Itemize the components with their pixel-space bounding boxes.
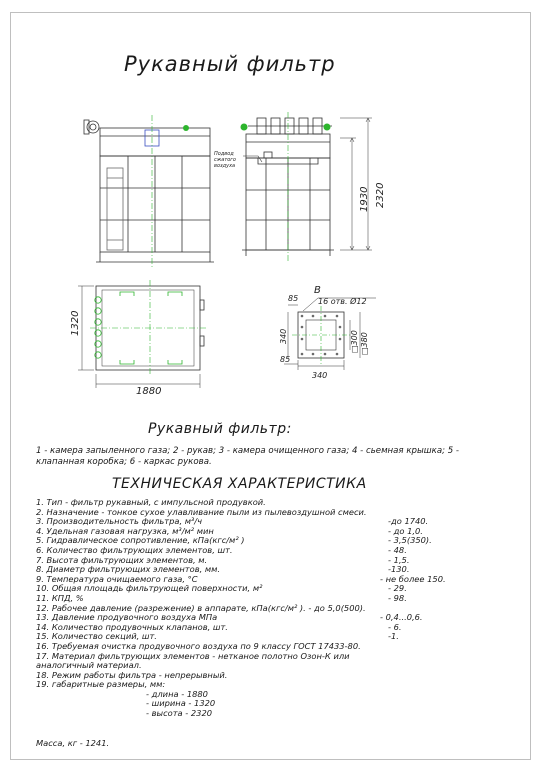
tech-specs-title: ТЕХНИЧЕСКАЯ ХАРАКТЕРИСТИКА: [112, 476, 367, 492]
spec-value: - до 1,0.: [388, 525, 423, 536]
spec-value: -1.: [388, 631, 399, 642]
detail-holes-label: 16 отв. Ø12: [318, 297, 367, 306]
spec-value: - 98.: [388, 592, 407, 603]
spec-label: 10. Общая площадь фильтрующей поверхности, м²: [36, 583, 263, 594]
spec-label: 3. Производительность фильтра, м³/ч: [36, 516, 203, 527]
dim-height-body: 1930: [359, 186, 370, 212]
dim-detail-340-left: 340: [279, 328, 288, 344]
dim-detail-340-bottom: 340: [312, 371, 328, 380]
spec-value: - не более 150.: [380, 573, 446, 584]
front-view: [84, 115, 214, 268]
dim-detail-85-top: 85: [288, 294, 299, 303]
callout-line-2: сжатого: [214, 157, 236, 163]
spec-value: - 6.: [388, 621, 402, 632]
front-inlet: [107, 168, 123, 250]
spec-value: -до 1740.: [388, 516, 429, 527]
spec-label: 7. Высота фильтрующих элементов, м.: [36, 554, 208, 565]
component-legend: 1 - камера запыленного газа; 2 - рукав; 3 - камера очищенного газа; 4 - сьемная крышка; 5 - клапанная коробка; 6 - каркас рукова.: [36, 446, 460, 467]
spec-label: 1. Тип - фильтр рукавный, с импульсной продувкой.: [36, 497, 266, 507]
spec-label: 18. Режим работы фильтра - непрерывный.: [36, 669, 228, 680]
dim-plan-width: 1320: [70, 310, 81, 336]
spec-label: 6. Количество фильтрующих элементов, шт.: [36, 544, 233, 555]
spec-value: - 0,4...0,6.: [380, 612, 423, 623]
callout-line-1: Подвод: [214, 151, 234, 157]
spec-label: 13. Давление продувочного воздуха МПа: [36, 612, 218, 623]
spec-label: 4. Удельная газовая нагрузка, м³/м² мин: [36, 525, 214, 536]
mass-line: Масса, кг - 1241.: [36, 738, 110, 748]
dim-detail-300: □300: [350, 330, 359, 353]
plan-view: [78, 280, 208, 388]
spec-value: - 1,5.: [388, 554, 410, 565]
spec-label: 14. Количество продувочных клапанов, шт.: [36, 621, 228, 632]
spec-label: 12. Рабочее давление (разрежение) в аппарате, кПа(кгс/м² ). - до 5,0(500).: [36, 602, 366, 613]
drawing-title: Рукавный фильтр: [124, 52, 336, 76]
side-view: [241, 112, 373, 262]
callout-line-3: воздуха: [214, 163, 236, 169]
side-valves: [241, 118, 333, 134]
spec-label: - ширина - 1320: [146, 698, 216, 709]
spec-label: 5. Гидравлическое сопротивление, кПа(кгс/м² ): [36, 535, 245, 546]
spec-value: - 3,5(350).: [388, 535, 432, 546]
dim-height-total: 2320: [375, 182, 386, 208]
spec-label: 2. Назначение - тонкое сухое улавливание пыли из пылевоздушной смеси.: [36, 506, 367, 517]
dim-detail-380: □380: [360, 332, 369, 355]
spec-label: аналогичный материал.: [36, 660, 142, 671]
spec-label: 11. КПД, %: [36, 592, 84, 603]
spec-label: 8. Диаметр фильтрующих элементов, мм.: [36, 564, 221, 575]
spec-value: -130.: [388, 564, 410, 575]
spec-label: 15. Количество секций, шт.: [36, 631, 157, 642]
spec-label: 19. габаритные размеры, мм:: [36, 679, 166, 690]
front-top-chamber: [100, 128, 210, 156]
dim-detail-85-bottom: 85: [280, 355, 291, 364]
detail-label: В: [314, 285, 321, 296]
spec-label: - высота - 2320: [146, 708, 213, 719]
spec-label: 17. Материал фильтрующих элементов - нетканое полотно Озон-К или: [36, 650, 350, 661]
dim-plan-length: 1880: [136, 386, 162, 397]
spec-value: - 29.: [388, 583, 407, 594]
drawing-subtitle: Рукавный фильтр:: [148, 421, 292, 437]
spec-value: - 48.: [388, 544, 407, 555]
spec-label: 16. Требуемая очистка продувочного воздуха по 9 классу ГОСТ 17433-80.: [36, 640, 361, 651]
spec-label: - длина - 1880: [146, 688, 208, 699]
spec-label: 9. Температура очищаемого газа, °С: [36, 573, 198, 584]
